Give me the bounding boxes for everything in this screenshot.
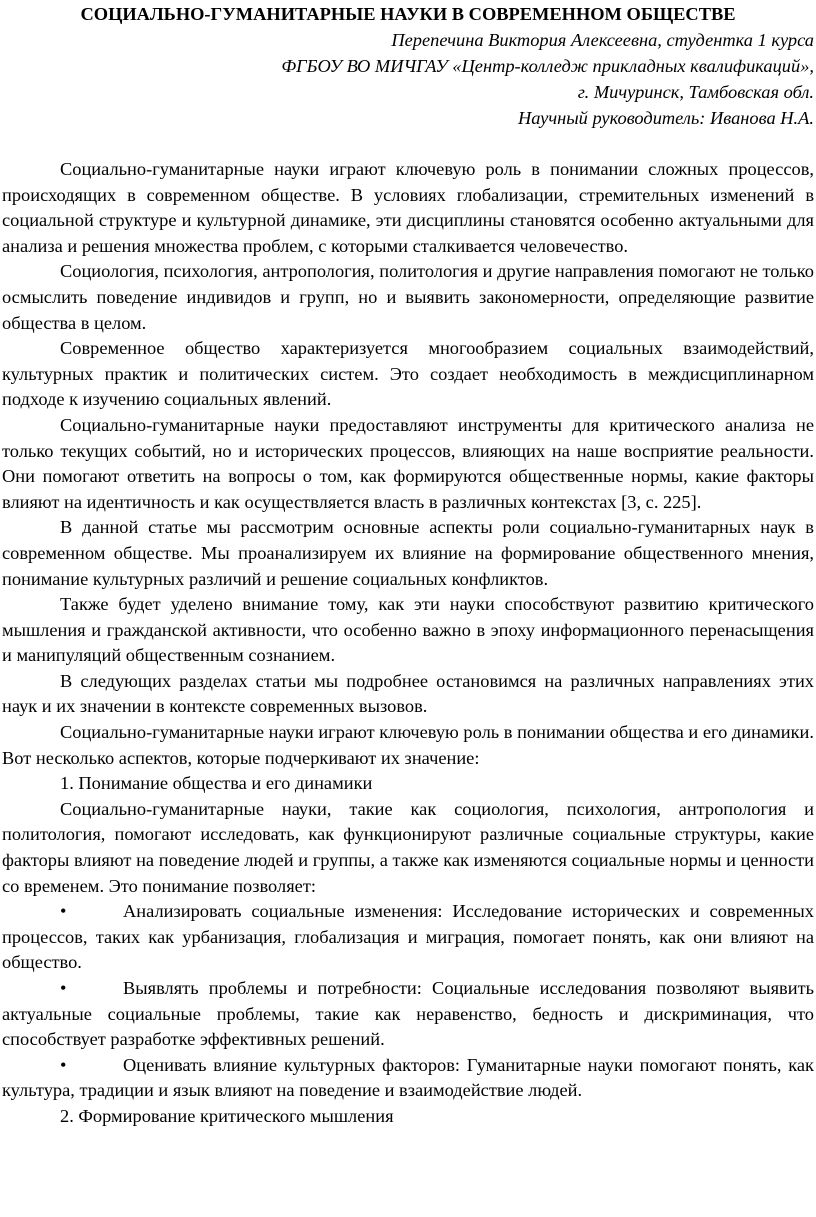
bullet-icon: • [60, 1054, 67, 1075]
article-title: СОЦИАЛЬНО-ГУМАНИТАРНЫЕ НАУКИ В СОВРЕМЕННОМ ОБЩЕСТВЕ [80, 4, 736, 24]
article-body [2, 157, 814, 1130]
list-item-text: Оценивать влияние культурных факторов: Гуманитарные науки помогают понять, как культура, традиции и язык влияют на поведение и взаимодействие людей. [2, 1054, 814, 1101]
spacer [2, 131, 814, 157]
bullet-icon: • [60, 901, 67, 922]
paragraph: В следующих разделах статьи мы подробнее остановимся на различных направлениях этих наук и их значении в контексте современных вызовов. [2, 670, 814, 717]
author-supervisor: Научный руководитель: Иванова Н.А. [517, 108, 814, 128]
paragraph: Современное общество характеризуется многообразием социальных взаимодействий, культурных практик и политических систем. Это создает необходимость в междисциплинарном подходе к изучению социальных явлений. [2, 338, 814, 410]
bullet-icon: • [60, 978, 67, 998]
author-institution: ФГБОУ ВО МИЧГАУ «Центр-колледж прикладных квалификаций», [281, 56, 814, 76]
section-heading: 1. Понимание общества и его динамики [60, 773, 373, 794]
list-item-text: Выявлять проблемы и потребности: Социальные исследования позволяют выявить актуальные социальные проблемы, такие как неравенство, бедность и дискриминация, что способствует разработке эффективных решений. [2, 978, 814, 1050]
paragraph: В данной статье мы рассмотрим основные аспекты роли социально-гуманитарных наук в современном обществе. Мы проанализируем их влияние на формирование общественного мнения, понимание культурных различий и решение социальных конфликтов. [2, 517, 814, 589]
author-name: Перепечина Виктория Алексеевна, студентка 1 курса [391, 30, 814, 50]
paragraph: Социология, психология, антропология, политология и другие направления помогают не только осмыслить поведение индивидов и групп, но и выявить закономерности, определяющие развитие общества в целом. [2, 261, 814, 333]
paragraph: Социально-гуманитарные науки предоставляют инструменты для критического анализа не только текущих событий, но и исторических процессов, влияющих на наше восприятие реальности. Они помогают ответить на вопросы о том, как формируются общественные нормы, какие факторы влияют на идентичность и как осуществляется власть в различных контекстах [3, с. 225]. [2, 414, 814, 512]
list-item [2, 976, 814, 1053]
list-item [2, 1053, 814, 1104]
paragraph: Социально-гуманитарные науки, такие как социология, психология, антропология и политология, помогают исследовать, как функционируют различные социальные структуры, какие факторы влияют на поведение людей и группы, а также как изменяются социальные нормы и ценности со временем. Это понимание позволяет: [2, 798, 814, 896]
section-heading: 2. Формирование критического мышления [60, 1105, 394, 1126]
author-block [2, 27, 814, 131]
list-item-text: Анализировать социальные изменения: Исследование исторических и современных процессов, таких как урбанизация, глобализация и миграция, помогает понять, как они влияют на общество. [2, 901, 814, 973]
author-location: г. Мичуринск, Тамбовская обл. [577, 82, 814, 102]
paragraph: Социально-гуманитарные науки играют ключевую роль в понимании общества и его динамики. Вот несколько аспектов, которые подчеркивают их значение: [2, 722, 814, 768]
paragraph: Социально-гуманитарные науки играют ключевую роль в понимании сложных процессов, происходящих в современном обществе. В условиях глобализации, стремительных изменений в социальной структуре и культурной динамике, эти дисциплины становятся особенно актуальными для анализа и решения множества проблем, с которыми сталкивается человечество. [2, 159, 814, 256]
list-item [2, 899, 814, 976]
paragraph: Также будет уделено внимание тому, как эти науки способствуют развитию критического мышления и гражданской активности, что особенно важно в эпоху информационного перенасыщения и манипуляций общественным сознанием. [2, 594, 814, 666]
